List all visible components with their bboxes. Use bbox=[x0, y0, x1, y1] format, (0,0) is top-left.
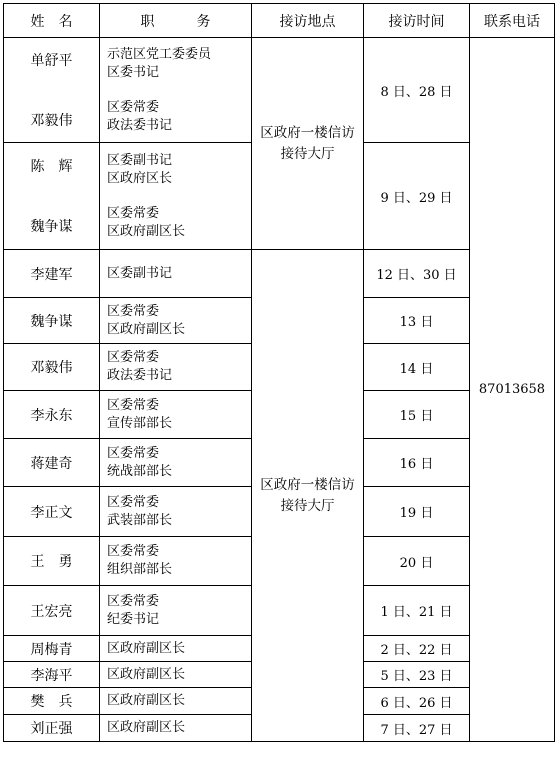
reception-time: 13 日 bbox=[364, 298, 470, 344]
position-cell bbox=[100, 586, 252, 636]
person-name-cell bbox=[4, 38, 100, 143]
reception-time: 19 日 bbox=[364, 487, 470, 537]
position-title: 纪委书记 bbox=[107, 611, 160, 627]
reception-place: 区政府一楼信访接待大厅 bbox=[252, 38, 364, 250]
person-name: 邓毅伟 bbox=[30, 360, 73, 376]
person-name: 李永东 bbox=[30, 407, 73, 424]
position-cell bbox=[100, 143, 252, 250]
person-name: 王 勇 bbox=[30, 554, 73, 570]
position-title: 区政府副区长 bbox=[107, 640, 186, 656]
reception-time: 9 日、29 日 bbox=[364, 143, 470, 250]
reception-time: 14 日 bbox=[364, 344, 470, 391]
header-place: 接访地点 bbox=[252, 4, 364, 38]
position-cell bbox=[100, 250, 252, 298]
position-title: 示范区党工委委员 bbox=[107, 46, 212, 62]
reception-time: 1 日、21 日 bbox=[364, 586, 470, 636]
table-body bbox=[4, 38, 555, 742]
position-title: 区委常委 bbox=[107, 99, 160, 115]
position-cell bbox=[100, 537, 252, 586]
header-position: 职 务 bbox=[100, 4, 252, 38]
position-title: 区委常委 bbox=[107, 397, 160, 413]
position-title: 区委常委 bbox=[107, 494, 160, 510]
reception-time: 2 日、22 日 bbox=[364, 636, 470, 662]
person-name: 魏争谋 bbox=[30, 313, 73, 330]
position-title: 区委常委 bbox=[107, 593, 160, 609]
position-title: 区委常委 bbox=[107, 205, 160, 221]
person-name-cell bbox=[4, 487, 100, 537]
position-cell bbox=[100, 38, 252, 143]
person-name: 陈 辉 bbox=[30, 159, 73, 175]
position-title: 区政府副区长 bbox=[107, 693, 186, 708]
position-title bbox=[107, 82, 251, 99]
reception-time: 5 日、23 日 bbox=[364, 662, 470, 688]
person-name-cell bbox=[4, 537, 100, 586]
position-cell bbox=[100, 298, 252, 344]
reception-schedule-table bbox=[3, 3, 555, 742]
position-cell bbox=[100, 662, 252, 688]
person-name: 李海平 bbox=[30, 667, 73, 684]
position-cell bbox=[100, 344, 252, 391]
position-title: 区政府副区长 bbox=[107, 666, 186, 682]
position-title: 统战部部长 bbox=[107, 463, 173, 479]
person-name-cell bbox=[4, 298, 100, 344]
person-name-cell bbox=[4, 662, 100, 688]
person-name: 单舒平 bbox=[30, 53, 73, 69]
position-cell bbox=[100, 391, 252, 439]
reception-time: 7 日、27 日 bbox=[364, 715, 470, 742]
position-title: 区委副书记 bbox=[107, 152, 173, 168]
person-name-cell bbox=[4, 344, 100, 391]
position-title: 区委常委 bbox=[107, 350, 160, 365]
table-row bbox=[4, 38, 555, 143]
position-title: 政法委书记 bbox=[107, 368, 173, 383]
person-name-cell bbox=[4, 715, 100, 742]
position-title: 区委书记 bbox=[107, 64, 160, 80]
person-name-cell bbox=[4, 439, 100, 487]
position-title: 武装部部长 bbox=[107, 512, 173, 528]
reception-place: 区政府一楼信访接待大厅 bbox=[252, 250, 364, 742]
reception-time: 12 日、30 日 bbox=[364, 250, 470, 298]
person-name: 刘正强 bbox=[30, 721, 73, 737]
position-title: 区委副书记 bbox=[107, 265, 173, 281]
position-cell bbox=[100, 487, 252, 537]
header-name: 姓 名 bbox=[4, 4, 100, 38]
position-cell bbox=[100, 439, 252, 487]
header-time: 接访时间 bbox=[364, 4, 470, 38]
contact-phone: 87013658 bbox=[470, 38, 555, 742]
person-name-cell bbox=[4, 391, 100, 439]
person-name: 王宏亮 bbox=[30, 603, 73, 620]
reception-time: 15 日 bbox=[364, 391, 470, 439]
position-title: 宣传部部长 bbox=[107, 415, 173, 431]
person-name: 李建军 bbox=[30, 266, 73, 283]
person-name-cell bbox=[4, 586, 100, 636]
position-title: 组织部部长 bbox=[107, 562, 173, 577]
position-title: 区委常委 bbox=[107, 544, 160, 559]
person-name-cell bbox=[4, 636, 100, 662]
position-title: 区委常委 bbox=[107, 445, 160, 461]
person-name: 李正文 bbox=[30, 504, 73, 521]
header-row bbox=[4, 4, 555, 38]
person-name: 邓毅伟 bbox=[30, 113, 73, 129]
position-title: 区委常委 bbox=[107, 303, 160, 319]
position-title: 区政府副区长 bbox=[107, 223, 186, 239]
position-cell bbox=[100, 636, 252, 662]
person-name-cell bbox=[4, 688, 100, 715]
position-cell bbox=[100, 688, 252, 715]
person-name-cell bbox=[4, 250, 100, 298]
reception-time: 6 日、26 日 bbox=[364, 688, 470, 715]
person-name: 蒋建奇 bbox=[30, 455, 73, 472]
header-phone: 联系电话 bbox=[470, 4, 555, 38]
position-title: 区政府副区长 bbox=[107, 321, 186, 337]
position-cell bbox=[100, 715, 252, 742]
position-title: 政法委书记 bbox=[107, 117, 173, 133]
position-title bbox=[107, 188, 251, 205]
person-name: 樊 兵 bbox=[30, 694, 73, 710]
reception-time: 20 日 bbox=[364, 537, 470, 586]
position-title: 区政府副区长 bbox=[107, 720, 186, 735]
position-title: 区政府区长 bbox=[107, 170, 173, 186]
person-name: 魏争谋 bbox=[30, 219, 73, 235]
person-name: 周梅青 bbox=[30, 641, 73, 658]
reception-time: 16 日 bbox=[364, 439, 470, 487]
person-name-cell bbox=[4, 143, 100, 250]
reception-time: 8 日、28 日 bbox=[364, 38, 470, 143]
